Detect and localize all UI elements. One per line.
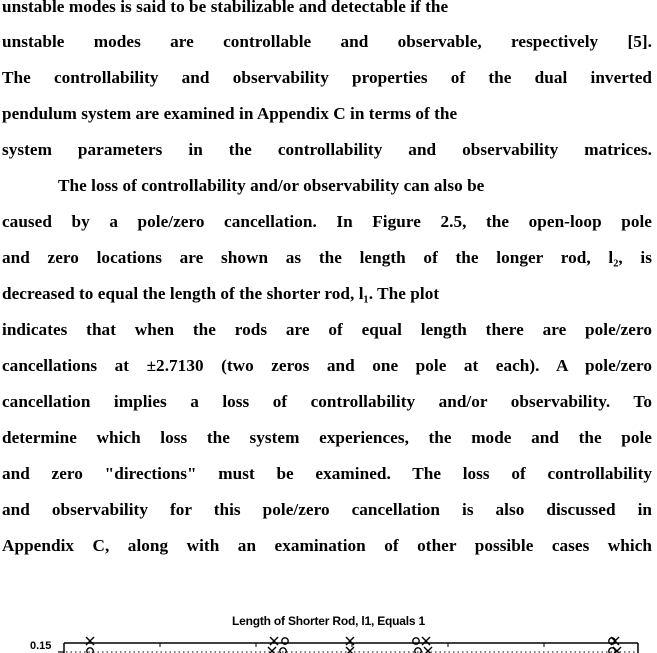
text-line: and observability for this pole/zero cancellation is also discussed in bbox=[2, 500, 652, 519]
text-line: and zero "directions" must be examined. The loss of controllability bbox=[2, 464, 652, 483]
text-line: unstable modes is said to be stabilizable and detectable if the bbox=[2, 0, 449, 16]
pole-marker bbox=[422, 637, 430, 645]
figure-plot bbox=[0, 628, 657, 653]
text-line: cancellation implies a loss of controllability and/or observability. To bbox=[2, 392, 652, 411]
text-line: The loss of controllability and/or observability can also be bbox=[58, 176, 485, 195]
text-line: The controllability and observability properties of the dual inverted bbox=[2, 68, 652, 87]
text-line: system parameters in the controllability and observability matrices. bbox=[2, 140, 652, 159]
pole-marker bbox=[346, 637, 354, 645]
text-line: and zero locations are shown as the length of the longer rod, l₂, is bbox=[2, 248, 652, 267]
text-line: indicates that when the rods are of equal length there are pole/zero bbox=[2, 320, 652, 339]
pole-marker bbox=[611, 637, 619, 645]
text-line: pendulum system are examined in Appendix C in terms of the bbox=[2, 104, 458, 123]
text-line: determine which loss the system experiences, the mode and the pole bbox=[2, 428, 652, 447]
text-line: Appendix C, along with an examination of other possible cases which bbox=[2, 536, 652, 555]
text-line: cancellations at ±2.7130 (two zeros and one pole at each). A pole/zero bbox=[2, 356, 652, 375]
text-line: unstable modes are controllable and observable, respectively [5]. bbox=[2, 32, 652, 51]
pole-marker bbox=[270, 637, 278, 645]
text-line: caused by a pole/zero cancellation. In Figure 2.5, the open-loop pole bbox=[2, 212, 652, 231]
text-line: decreased to equal the length of the shorter rod, l₁. The plot bbox=[2, 284, 440, 303]
figure-title: Length of Shorter Rod, l1, Equals 1 bbox=[231, 614, 426, 628]
y-tick-label: 0.15 bbox=[30, 640, 52, 652]
pole-marker bbox=[86, 637, 94, 645]
